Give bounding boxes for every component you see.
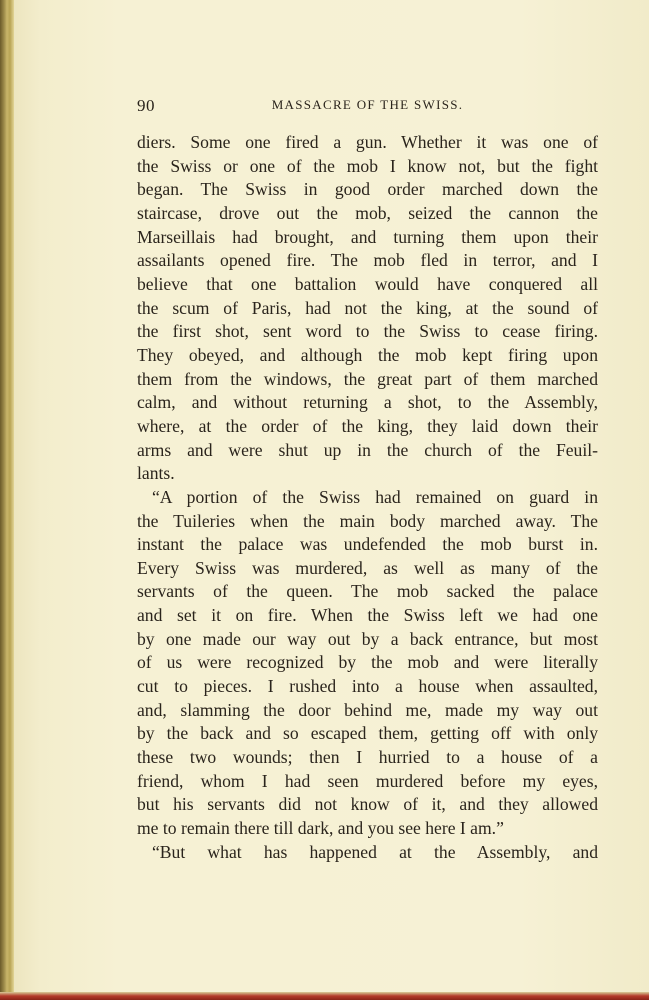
- running-head: MASSACRE OF THE SWISS.: [271, 97, 464, 112]
- text-line: believe that one battalion would have conquered all: [137, 273, 598, 294]
- text-line: friend, whom I had seen murdered before my eyes,: [137, 770, 598, 791]
- text-line: assailants opened fire. The mob fled in terror, and I: [137, 250, 598, 271]
- text-line: and, slamming the door behind me, made my way out: [137, 699, 598, 720]
- text-line: lants.: [137, 463, 175, 484]
- text-line: “But what has happened at the Assembly, and: [152, 841, 598, 862]
- text-line: where, at the order of the king, they laid down their: [137, 415, 598, 436]
- text-line: me to remain there till dark, and you see here I am.”: [137, 818, 504, 839]
- text-line: by one made our way out by a back entrance, but most: [137, 628, 598, 649]
- book-spine-shadow: [0, 0, 14, 1000]
- text-line: They obeyed, and although the mob kept firing upon: [137, 344, 598, 365]
- text-line: these two wounds; then I hurried to a house of a: [137, 747, 598, 768]
- text-line: Every Swiss was murdered, as well as many of the: [137, 557, 598, 578]
- text-line: servants of the queen. The mob sacked the palace: [137, 581, 598, 602]
- text-line: the first shot, sent word to the Swiss to cease firing.: [137, 321, 598, 342]
- text-line: the Tuileries when the main body marched away. The: [137, 510, 598, 531]
- text-line: them from the windows, the great part of them marched: [137, 368, 598, 389]
- text-line: but his servants did not know of it, and they allowed: [137, 794, 598, 815]
- text-line: by the back and so escaped them, getting off with only: [137, 723, 598, 744]
- text-line: of us were recognized by the mob and were literally: [137, 652, 598, 673]
- text-line: the Swiss or one of the mob I know not, but the fight: [137, 155, 598, 176]
- text-line: began. The Swiss in good order marched down the: [137, 179, 598, 200]
- body-text: [137, 131, 598, 864]
- text-line: calm, and without returning a shot, to the Assembly,: [137, 392, 598, 413]
- page-header: [137, 96, 598, 118]
- text-line: instant the palace was undefended the mob burst in.: [137, 534, 598, 555]
- text-line: “A portion of the Swiss had remained on guard in: [152, 486, 598, 507]
- text-line: arms and were shut up in the church of the Feuil-: [137, 439, 598, 460]
- text-line: cut to pieces. I rushed into a house when assaulted,: [137, 676, 598, 697]
- text-line: staircase, drove out the mob, seized the cannon the: [137, 202, 598, 223]
- text-line: diers. Some one fired a gun. Whether it was one of: [137, 132, 598, 152]
- page-bottom-edge: [0, 992, 649, 1000]
- text-line: the scum of Paris, had not the king, at the sound of: [137, 297, 598, 318]
- page-number: 90: [137, 96, 155, 115]
- text-line: and set it on fire. When the Swiss left we had one: [137, 605, 598, 626]
- text-line: Marseillais had brought, and turning them upon their: [137, 226, 598, 247]
